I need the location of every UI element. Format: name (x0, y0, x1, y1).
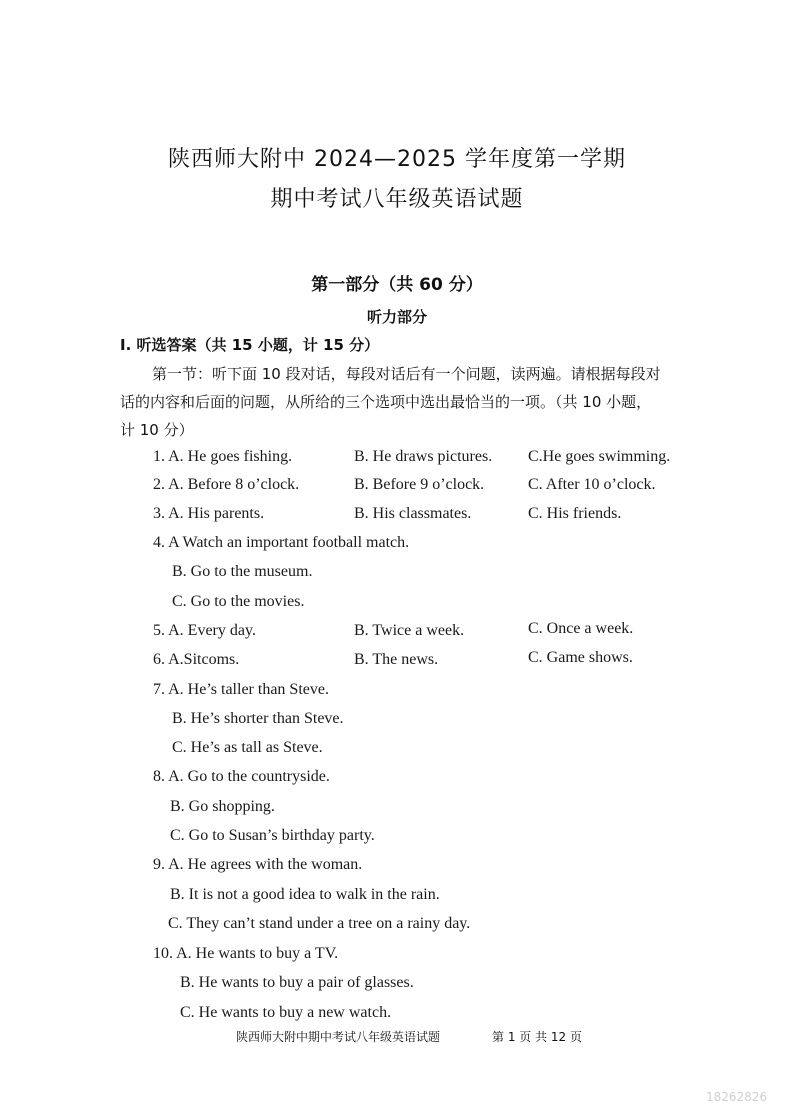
q5-option-a: 5. A. Every day. (153, 622, 256, 639)
watermark-code: 18262826 (706, 1090, 768, 1104)
q8-option-b: B. Go shopping. (170, 798, 275, 815)
exam-title-line1: 陕西师大附中 2024—2025 学年度第一学期 (168, 147, 626, 172)
q2-option-a: 2. A. Before 8 o’clock. (153, 476, 300, 493)
q4-option-b: B. Go to the museum. (172, 563, 313, 580)
exam-title-line2: 期中考试八年级英语试题 (270, 187, 524, 212)
q2-option-c: C. After 10 o’clock. (528, 476, 656, 493)
q8-option-c: C. Go to Susan’s birthday party. (170, 827, 375, 844)
section-heading: I. 听选答案（共 15 小题，计 15 分） (120, 336, 380, 354)
q8-option-a: 8. A. Go to the countryside. (153, 768, 330, 785)
q7-option-c: C. He’s as tall as Steve. (172, 739, 323, 756)
q2-option-b: B. Before 9 o’clock. (354, 476, 485, 493)
part-title: 第一部分（共 60 分） (311, 275, 483, 295)
q10-option-a: 10. A. He wants to buy a TV. (153, 945, 339, 962)
q9-option-b: B. It is not a good idea to walk in the rain. (170, 886, 440, 903)
q9-option-c: C. They can’t stand under a tree on a rainy day. (168, 915, 471, 932)
q5-option-c: C. Once a week. (528, 620, 634, 637)
q7-option-b: B. He’s shorter than Steve. (172, 710, 344, 727)
listening-subtitle: 听力部分 (366, 308, 427, 326)
q3-option-a: 3. A. His parents. (153, 505, 265, 522)
instruction-line-1: 第一节：听下面 10 段对话，每段对话后有一个问题，读两遍。请根据每段对 (152, 365, 661, 383)
q1-option-b: B. He draws pictures. (354, 448, 493, 465)
instruction-line-2: 话的内容和后面的问题，从所给的三个选项中选出最恰当的一项。（共 10 小题， (120, 393, 652, 411)
q6-option-c: C. Game shows. (528, 649, 633, 666)
q4-option-c: C. Go to the movies. (172, 593, 305, 610)
q10-option-b: B. He wants to buy a pair of glasses. (180, 974, 414, 991)
q5-option-b: B. Twice a week. (354, 622, 465, 639)
q3-option-c: C. His friends. (528, 505, 622, 522)
q3-option-b: B. His classmates. (354, 505, 472, 522)
q6-option-a: 6. A.Sitcoms. (153, 651, 240, 668)
q1-option-a: 1. A. He goes fishing. (153, 448, 293, 465)
q7-option-a: 7. A. He’s taller than Steve. (153, 681, 329, 698)
q1-option-c: C.He goes swimming. (528, 448, 671, 465)
footer-title: 陕西师大附中期中考试八年级英语试题 (236, 1030, 441, 1044)
q6-option-b: B. The news. (354, 651, 439, 668)
footer-page-number: 第 1 页 共 12 页 (492, 1030, 582, 1044)
q10-option-c: C. He wants to buy a new watch. (180, 1004, 392, 1021)
instruction-line-3: 计 10 分） (120, 421, 194, 439)
q4-option-a: 4. A Watch an important football match. (153, 534, 410, 551)
q9-option-a: 9. A. He agrees with the woman. (153, 856, 363, 873)
